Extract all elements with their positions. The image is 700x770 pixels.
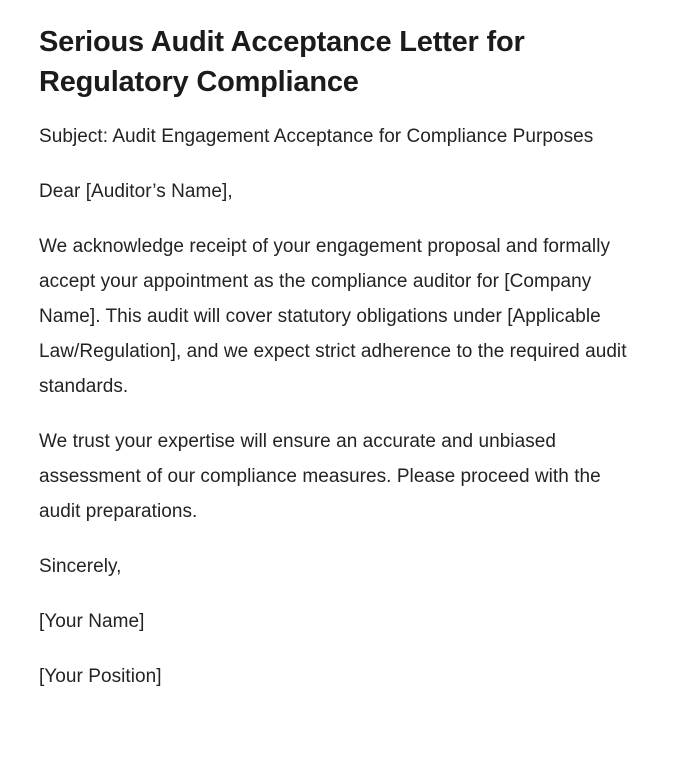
subject-line: Subject: Audit Engagement Acceptance for Compliance Purposes [39,126,594,147]
closing-line: Sincerely, [39,556,122,577]
body-paragraph-2: We trust your expertise will ensure an accurate and unbiased assessment of our compliance measures. Please proceed with the audit preparations. [39,431,601,522]
letter-document [39,22,644,694]
salutation: Dear [Auditor’s Name], [39,181,233,202]
letter-body [39,119,644,694]
page-title: Serious Audit Acceptance Letter for Regulatory Compliance [39,26,525,98]
signature-name: [Your Name] [39,611,145,632]
body-paragraph-1: We acknowledge receipt of your engagement proposal and formally accept your appointment as the compliance auditor for [Company Name]. This audit will cover statutory obligations under [Applicable Law/Regulation], and we expect strict adherence to the required audit standards. [39,236,627,397]
signature-position: [Your Position] [39,666,162,687]
